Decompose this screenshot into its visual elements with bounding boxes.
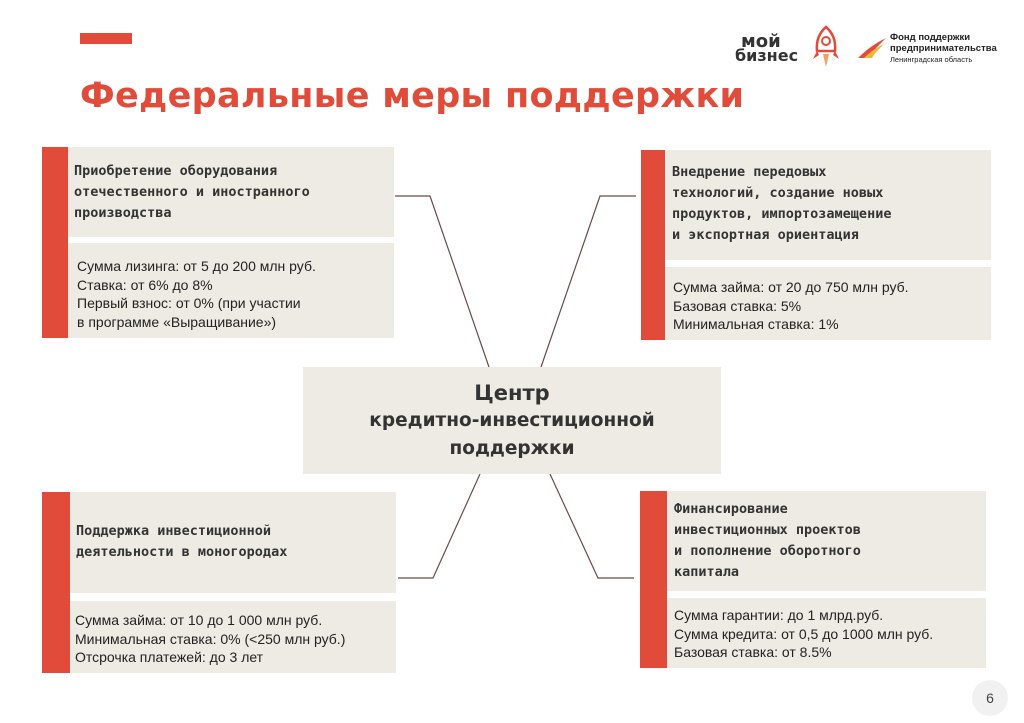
connector-top-left bbox=[395, 196, 490, 370]
detail-line: Отсрочка платежей: до 3 лет bbox=[75, 649, 264, 665]
heading-line: деятельности в моногородах bbox=[76, 544, 288, 560]
heading-line: технологий, создание новых bbox=[672, 185, 884, 201]
detail-line: Сумма лизинга: от 5 до 200 млн руб. bbox=[77, 258, 316, 274]
block-top-right-details bbox=[665, 267, 991, 340]
detail-line: Базовая ставка: 5% bbox=[673, 297, 802, 314]
detail-line: Сумма гарантии: до 1 млрд.руб. bbox=[674, 607, 884, 623]
heading-line: Поддержка инвестиционной bbox=[76, 523, 272, 539]
detail-line: Базовая ставка: от 8.5% bbox=[674, 644, 832, 660]
center-line3: поддержки bbox=[449, 438, 575, 459]
logo-word-2: бизнес bbox=[735, 46, 799, 65]
page-title: Федеральные меры поддержки bbox=[80, 76, 745, 116]
block-bottom-right-accent bbox=[640, 491, 667, 668]
page-number: 6 bbox=[972, 680, 1008, 716]
heading-line: и экспортная ориентация bbox=[672, 227, 859, 243]
heading-line: и пополнение оборотного bbox=[674, 543, 861, 559]
detail-line: Сумма займа: от 20 до 750 млн руб. bbox=[673, 279, 909, 295]
heading-line: Приобретение оборудования bbox=[74, 163, 278, 179]
center-credit-investment-support bbox=[303, 367, 721, 474]
fund-logo-line1: Фонд поддержки bbox=[890, 32, 971, 43]
fund-logo-line2: предпринимательства bbox=[890, 43, 997, 54]
detail-line: Минимальная ставка: 0% (<250 млн руб.) bbox=[75, 630, 346, 647]
block-bottom-left-heading bbox=[70, 492, 396, 593]
block-bottom-left-accent bbox=[42, 492, 70, 673]
logo-word-1: мой bbox=[741, 31, 781, 52]
block-top-right-heading bbox=[665, 150, 991, 260]
block-top-left-heading bbox=[68, 147, 394, 237]
block-bottom-right-details bbox=[667, 598, 986, 668]
center-line1: Центр bbox=[474, 381, 550, 405]
connector-bottom-right bbox=[550, 474, 634, 578]
block-bottom-left-details bbox=[70, 601, 396, 673]
detail-line: Ставка: от 6% до 8% bbox=[77, 276, 213, 293]
detail-line: Минимальная ставка: 1% bbox=[673, 316, 839, 332]
heading-line: Внедрение передовых bbox=[672, 164, 827, 180]
fund-logo-line3: Ленинградская область bbox=[890, 55, 973, 64]
detail-line: Сумма займа: от 10 до 1 000 млн руб. bbox=[75, 612, 323, 628]
block-top-right-accent bbox=[641, 150, 665, 340]
connector-bottom-left bbox=[398, 474, 480, 578]
heading-line: Финансирование bbox=[674, 501, 788, 517]
block-top-left-details bbox=[68, 243, 394, 338]
block-top-left-accent bbox=[42, 147, 68, 338]
heading-line: продуктов, импортозамещение bbox=[672, 206, 892, 222]
heading-line: инвестиционных проектов bbox=[674, 522, 861, 538]
detail-line: в программе «Выращивание») bbox=[77, 313, 277, 330]
heading-line: капитала bbox=[674, 564, 740, 580]
block-bottom-right-heading bbox=[667, 491, 986, 591]
detail-line: Сумма кредита: от 0,5 до 1000 млн руб. bbox=[674, 625, 934, 642]
connector-top-right bbox=[540, 196, 636, 370]
heading-line: производства bbox=[74, 205, 172, 221]
heading-line: отечественного и иностранного bbox=[74, 184, 310, 200]
center-line2: кредитно-инвестиционной bbox=[369, 410, 655, 431]
detail-line: Первый взнос: от 0% (при участии bbox=[77, 295, 301, 311]
